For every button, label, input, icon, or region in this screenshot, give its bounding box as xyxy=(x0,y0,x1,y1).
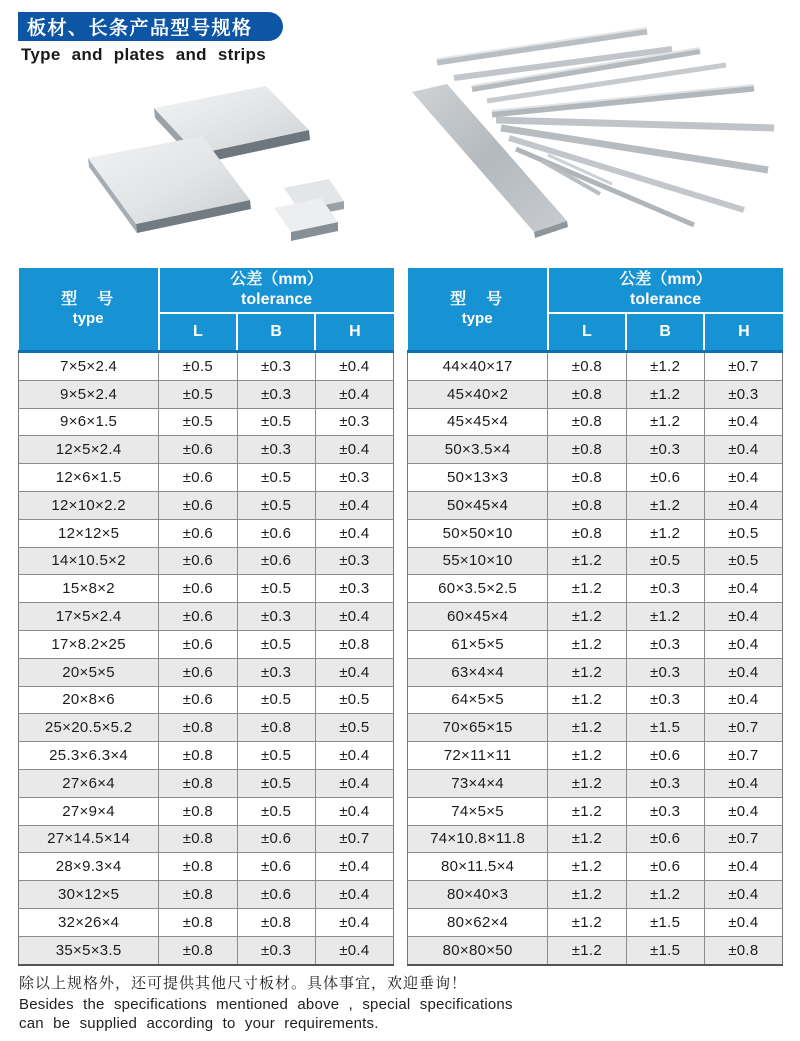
footer-line-en2: can be supplied according to your requirements. xyxy=(19,1015,379,1032)
tolerance-cell: ±1.2 xyxy=(548,714,626,742)
tolerance-cell: ±0.6 xyxy=(159,436,237,464)
tolerance-cell: ±0.4 xyxy=(704,408,782,436)
tolerance-cell: ±0.6 xyxy=(237,547,315,575)
tolerance-cell: ±0.3 xyxy=(237,380,315,408)
model-cell: 63×4×4 xyxy=(408,658,548,686)
tolerance-cell: ±0.5 xyxy=(704,547,782,575)
table-row xyxy=(408,603,783,631)
footer-line-zh: 除以上规格外，还可提供其他尺寸板材。具体事宜，欢迎垂询！ xyxy=(19,975,468,992)
tolerance-cell: ±1.2 xyxy=(626,352,704,381)
type-column-header: 型 号 type xyxy=(19,268,159,352)
tolerance-cell: ±1.5 xyxy=(626,936,704,964)
table-row xyxy=(408,825,783,853)
col-header-H: H xyxy=(704,313,782,352)
model-cell: 55×10×10 xyxy=(408,547,548,575)
tolerance-cell: ±0.4 xyxy=(315,742,393,770)
tolerance-cell: ±1.2 xyxy=(626,519,704,547)
tolerance-cell: ±1.2 xyxy=(548,742,626,770)
model-cell: 60×45×4 xyxy=(408,603,548,631)
tolerance-cell: ±0.3 xyxy=(315,547,393,575)
tolerance-cell: ±0.4 xyxy=(315,881,393,909)
tolerance-cell: ±1.5 xyxy=(626,714,704,742)
tolerance-cell: ±0.8 xyxy=(159,853,237,881)
table-row xyxy=(408,575,783,603)
tolerance-cell: ±0.3 xyxy=(626,658,704,686)
tolerance-cell: ±1.2 xyxy=(626,603,704,631)
model-cell: 28×9.3×4 xyxy=(19,853,159,881)
tolerance-cell: ±0.4 xyxy=(704,908,782,936)
page-title: 板材、长条产品型号规格 xyxy=(27,18,253,39)
tolerance-cell: ±0.8 xyxy=(315,630,393,658)
col-header-L: L xyxy=(159,313,237,352)
model-cell: 27×9×4 xyxy=(19,797,159,825)
tolerance-cell: ±1.2 xyxy=(548,853,626,881)
spec-table-right xyxy=(407,268,783,966)
tolerance-cell: ±0.4 xyxy=(315,908,393,936)
tolerance-cell: ±0.4 xyxy=(704,769,782,797)
model-cell: 61×5×5 xyxy=(408,630,548,658)
tolerance-cell: ±0.5 xyxy=(237,575,315,603)
table-row xyxy=(19,380,394,408)
tolerance-cell: ±0.5 xyxy=(159,352,237,381)
tolerance-cell: ±0.3 xyxy=(237,936,315,964)
table-row xyxy=(408,742,783,770)
tolerance-cell: ±0.5 xyxy=(315,714,393,742)
table-row xyxy=(19,464,394,492)
table-row xyxy=(408,881,783,909)
table-row xyxy=(408,686,783,714)
model-cell: 32×26×4 xyxy=(19,908,159,936)
tolerance-cell: ±0.5 xyxy=(237,769,315,797)
tolerance-cell: ±0.8 xyxy=(237,908,315,936)
tolerance-cell: ±0.3 xyxy=(315,575,393,603)
tolerance-cell: ±0.5 xyxy=(237,408,315,436)
tolerance-cell: ±1.5 xyxy=(626,908,704,936)
tolerance-cell: ±0.6 xyxy=(626,742,704,770)
tolerance-cell: ±0.3 xyxy=(704,380,782,408)
tolerance-cell: ±0.4 xyxy=(704,853,782,881)
model-cell: 20×5×5 xyxy=(19,658,159,686)
col-header-H: H xyxy=(315,313,393,352)
tolerance-cell: ±0.8 xyxy=(159,769,237,797)
tolerance-cell: ±0.8 xyxy=(548,380,626,408)
spec-tables xyxy=(18,268,783,966)
tolerance-cell: ±0.4 xyxy=(315,797,393,825)
model-cell: 70×65×15 xyxy=(408,714,548,742)
spec-table-left xyxy=(18,268,394,966)
tolerance-cell: ±0.8 xyxy=(548,464,626,492)
tolerance-cell: ±0.4 xyxy=(315,380,393,408)
model-cell: 64×5×5 xyxy=(408,686,548,714)
model-cell: 80×11.5×4 xyxy=(408,853,548,881)
model-cell: 15×8×2 xyxy=(19,575,159,603)
tolerance-cell: ±0.6 xyxy=(159,491,237,519)
plates-photo xyxy=(66,80,381,262)
tolerance-cell: ±1.2 xyxy=(548,797,626,825)
table-row xyxy=(408,853,783,881)
tolerance-cell: ±0.8 xyxy=(237,714,315,742)
model-cell: 45×40×2 xyxy=(408,380,548,408)
tolerance-cell: ±0.4 xyxy=(704,686,782,714)
model-cell: 9×5×2.4 xyxy=(19,380,159,408)
tolerance-cell: ±0.4 xyxy=(315,491,393,519)
tolerance-cell: ±0.3 xyxy=(626,686,704,714)
tolerance-cell: ±0.7 xyxy=(704,825,782,853)
col-header-B: B xyxy=(626,313,704,352)
model-cell: 60×3.5×2.5 xyxy=(408,575,548,603)
tolerance-cell: ±0.7 xyxy=(704,352,782,381)
table-row xyxy=(408,936,783,964)
table-row xyxy=(408,408,783,436)
tolerance-cell: ±1.2 xyxy=(548,603,626,631)
table-row xyxy=(19,908,394,936)
model-cell: 12×5×2.4 xyxy=(19,436,159,464)
type-column-header: 型 号 type xyxy=(408,268,548,352)
model-cell: 73×4×4 xyxy=(408,769,548,797)
tolerance-cell: ±1.2 xyxy=(548,686,626,714)
tolerance-cell: ±0.3 xyxy=(626,797,704,825)
tolerance-cell: ±0.6 xyxy=(159,630,237,658)
tolerance-cell: ±1.2 xyxy=(548,881,626,909)
tolerance-cell: ±0.6 xyxy=(237,519,315,547)
tolerance-cell: ±0.5 xyxy=(159,408,237,436)
tolerance-cell: ±0.3 xyxy=(237,658,315,686)
tolerance-cell: ±0.4 xyxy=(704,881,782,909)
tolerance-cell: ±0.8 xyxy=(159,881,237,909)
tolerance-cell: ±0.4 xyxy=(315,519,393,547)
tolerance-cell: ±0.8 xyxy=(548,436,626,464)
table-row xyxy=(19,769,394,797)
table-row xyxy=(408,352,783,381)
tolerance-cell: ±0.5 xyxy=(237,686,315,714)
table-row xyxy=(408,658,783,686)
footer-line-en1: Besides the specifications mentioned above , special specifications xyxy=(19,995,513,1013)
tolerance-cell: ±0.4 xyxy=(704,630,782,658)
tolerance-cell: ±1.2 xyxy=(548,547,626,575)
tolerance-cell: ±0.4 xyxy=(704,436,782,464)
table-row xyxy=(19,603,394,631)
table-row xyxy=(408,519,783,547)
tolerance-cell: ±0.4 xyxy=(704,797,782,825)
model-cell: 25×20.5×5.2 xyxy=(19,714,159,742)
tolerance-cell: ±0.8 xyxy=(159,797,237,825)
tolerance-cell: ±0.8 xyxy=(548,408,626,436)
tolerance-cell: ±0.6 xyxy=(159,686,237,714)
tolerance-cell: ±0.3 xyxy=(315,408,393,436)
model-cell: 30×12×5 xyxy=(19,881,159,909)
tolerance-cell: ±0.4 xyxy=(704,575,782,603)
table-row xyxy=(408,380,783,408)
tolerance-cell: ±0.6 xyxy=(159,575,237,603)
tolerance-cell: ±0.8 xyxy=(159,742,237,770)
table-row xyxy=(408,491,783,519)
tolerance-cell: ±0.7 xyxy=(704,714,782,742)
tolerance-cell: ±0.8 xyxy=(704,936,782,964)
tolerance-column-header: 公差（mm） tolerance xyxy=(159,268,394,313)
tolerance-cell: ±0.4 xyxy=(315,769,393,797)
tolerance-cell: ±1.2 xyxy=(626,491,704,519)
table-row xyxy=(19,519,394,547)
tolerance-cell: ±0.5 xyxy=(237,742,315,770)
table-row xyxy=(19,630,394,658)
tolerance-cell: ±0.6 xyxy=(159,603,237,631)
tolerance-cell: ±0.3 xyxy=(626,630,704,658)
model-cell: 74×5×5 xyxy=(408,797,548,825)
tolerance-cell: ±0.4 xyxy=(704,658,782,686)
model-cell: 17×8.2×25 xyxy=(19,630,159,658)
table-row xyxy=(19,797,394,825)
table-row xyxy=(19,491,394,519)
tolerance-cell: ±0.4 xyxy=(704,464,782,492)
model-cell: 14×10.5×2 xyxy=(19,547,159,575)
model-cell: 20×8×6 xyxy=(19,686,159,714)
model-cell: 9×6×1.5 xyxy=(19,408,159,436)
tolerance-cell: ±0.4 xyxy=(315,352,393,381)
model-cell: 27×6×4 xyxy=(19,769,159,797)
tolerance-cell: ±0.5 xyxy=(159,380,237,408)
table-row xyxy=(19,352,394,381)
tolerance-cell: ±0.8 xyxy=(159,714,237,742)
tolerance-cell: ±0.4 xyxy=(315,658,393,686)
strips-photo xyxy=(392,18,796,264)
model-cell: 17×5×2.4 xyxy=(19,603,159,631)
model-cell: 72×11×11 xyxy=(408,742,548,770)
model-cell: 27×14.5×14 xyxy=(19,825,159,853)
tolerance-cell: ±0.8 xyxy=(159,908,237,936)
col-header-B: B xyxy=(237,313,315,352)
tolerance-cell: ±0.3 xyxy=(237,352,315,381)
tolerance-cell: ±1.2 xyxy=(626,408,704,436)
table-row xyxy=(408,714,783,742)
table-row xyxy=(19,742,394,770)
table-row xyxy=(19,714,394,742)
tolerance-cell: ±0.6 xyxy=(159,658,237,686)
tolerance-cell: ±1.2 xyxy=(626,380,704,408)
tolerance-cell: ±0.6 xyxy=(626,853,704,881)
model-cell: 44×40×17 xyxy=(408,352,548,381)
tolerance-cell: ±0.3 xyxy=(237,603,315,631)
model-cell: 12×6×1.5 xyxy=(19,464,159,492)
tolerance-cell: ±0.6 xyxy=(626,825,704,853)
model-cell: 12×10×2.2 xyxy=(19,491,159,519)
model-cell: 12×12×5 xyxy=(19,519,159,547)
tolerance-cell: ±0.6 xyxy=(159,547,237,575)
table-row xyxy=(408,436,783,464)
tolerance-cell: ±0.6 xyxy=(159,464,237,492)
tolerance-cell: ±0.8 xyxy=(548,491,626,519)
tolerance-cell: ±0.4 xyxy=(704,603,782,631)
table-row xyxy=(19,436,394,464)
tolerance-cell: ±0.3 xyxy=(237,436,315,464)
table-row xyxy=(408,630,783,658)
tolerance-cell: ±0.4 xyxy=(704,491,782,519)
model-cell: 80×62×4 xyxy=(408,908,548,936)
tolerance-cell: ±0.3 xyxy=(626,575,704,603)
table-row xyxy=(19,853,394,881)
table-row xyxy=(408,797,783,825)
tolerance-cell: ±0.4 xyxy=(315,853,393,881)
tolerance-cell: ±0.5 xyxy=(237,491,315,519)
table-row xyxy=(408,464,783,492)
tolerance-cell: ±0.8 xyxy=(548,352,626,381)
tolerance-cell: ±0.5 xyxy=(626,547,704,575)
tolerance-cell: ±1.2 xyxy=(548,825,626,853)
table-row xyxy=(408,769,783,797)
model-cell: 50×13×3 xyxy=(408,464,548,492)
tolerance-cell: ±1.2 xyxy=(548,630,626,658)
tolerance-cell: ±1.2 xyxy=(548,575,626,603)
table-row xyxy=(19,825,394,853)
table-row xyxy=(408,547,783,575)
table-row xyxy=(19,881,394,909)
tolerance-cell: ±0.6 xyxy=(237,825,315,853)
model-cell: 7×5×2.4 xyxy=(19,352,159,381)
model-cell: 25.3×6.3×4 xyxy=(19,742,159,770)
tolerance-cell: ±0.6 xyxy=(237,881,315,909)
tolerance-cell: ±0.3 xyxy=(626,436,704,464)
model-cell: 45×45×4 xyxy=(408,408,548,436)
page-title-banner xyxy=(18,12,283,41)
tolerance-cell: ±1.2 xyxy=(548,936,626,964)
model-cell: 50×45×4 xyxy=(408,491,548,519)
table-row xyxy=(19,658,394,686)
tolerance-cell: ±0.6 xyxy=(237,853,315,881)
model-cell: 80×80×50 xyxy=(408,936,548,964)
model-cell: 80×40×3 xyxy=(408,881,548,909)
table-row xyxy=(408,908,783,936)
tolerance-cell: ±0.4 xyxy=(315,436,393,464)
table-row xyxy=(19,575,394,603)
tolerance-cell: ±0.3 xyxy=(315,464,393,492)
tolerance-cell: ±0.8 xyxy=(159,825,237,853)
tolerance-cell: ±0.5 xyxy=(704,519,782,547)
tolerance-cell: ±0.4 xyxy=(315,603,393,631)
tolerance-cell: ±1.2 xyxy=(548,769,626,797)
tolerance-cell: ±1.2 xyxy=(626,881,704,909)
tolerance-cell: ±1.2 xyxy=(548,908,626,936)
tolerance-cell: ±0.6 xyxy=(159,519,237,547)
tolerance-cell: ±0.5 xyxy=(237,797,315,825)
table-row xyxy=(19,547,394,575)
page-subtitle: Type and plates and strips xyxy=(21,45,266,64)
tolerance-cell: ±1.2 xyxy=(548,658,626,686)
model-cell: 35×5×3.5 xyxy=(19,936,159,964)
tolerance-cell: ±0.3 xyxy=(626,769,704,797)
model-cell: 74×10.8×11.8 xyxy=(408,825,548,853)
tolerance-column-header: 公差（mm） tolerance xyxy=(548,268,783,313)
table-row xyxy=(19,686,394,714)
tolerance-cell: ±0.7 xyxy=(704,742,782,770)
tolerance-cell: ±0.5 xyxy=(315,686,393,714)
table-row xyxy=(19,936,394,964)
footer-note xyxy=(19,974,513,1034)
tolerance-cell: ±0.5 xyxy=(237,464,315,492)
tolerance-cell: ±0.6 xyxy=(626,464,704,492)
table-row xyxy=(19,408,394,436)
tolerance-cell: ±0.8 xyxy=(548,519,626,547)
tolerance-cell: ±0.8 xyxy=(159,936,237,964)
tolerance-cell: ±0.5 xyxy=(237,630,315,658)
model-cell: 50×3.5×4 xyxy=(408,436,548,464)
model-cell: 50×50×10 xyxy=(408,519,548,547)
tolerance-cell: ±0.7 xyxy=(315,825,393,853)
col-header-L: L xyxy=(548,313,626,352)
tolerance-cell: ±0.4 xyxy=(315,936,393,964)
